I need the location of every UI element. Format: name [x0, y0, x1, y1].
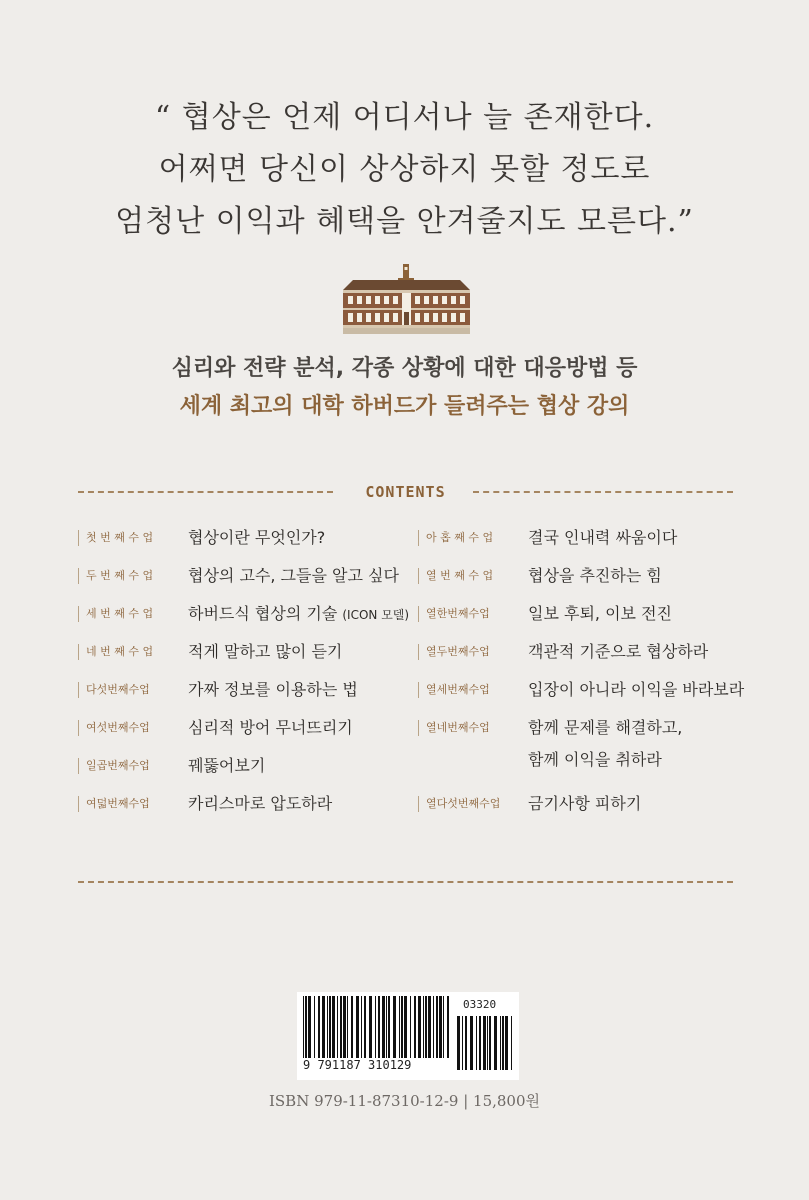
barcode-bar	[332, 996, 335, 1058]
barcode-bar	[340, 996, 342, 1058]
lesson-tag: 세 번 째 수 업	[78, 606, 170, 622]
barcode-bar	[479, 1016, 481, 1070]
barcode-bar	[401, 996, 403, 1058]
lesson-title: 협상이란 무엇인가?	[188, 528, 326, 547]
barcode-bar	[399, 996, 400, 1058]
lesson-tag: 일곱번째수업	[78, 758, 170, 774]
divider-right	[473, 491, 733, 493]
lesson-tag: 열한번째수업	[418, 606, 510, 622]
barcode-bar	[404, 996, 407, 1058]
barcode-bar	[369, 996, 372, 1058]
lesson-tag: 열두번째수업	[418, 644, 510, 660]
tagline	[0, 350, 809, 426]
lesson-title: 협상을 추진하는 힘	[528, 566, 662, 585]
barcode-bar	[308, 996, 311, 1058]
barcode-bar	[443, 996, 444, 1058]
barcode-bar	[414, 996, 416, 1058]
barcode-bar	[364, 996, 366, 1058]
barcode-bar	[322, 996, 325, 1058]
barcode-bar	[378, 996, 380, 1058]
barcode-bar	[356, 996, 359, 1058]
barcode-bar	[314, 996, 315, 1058]
lesson-tag: 첫 번 째 수 업	[78, 530, 170, 546]
barcode-bar	[318, 996, 320, 1058]
barcode-bar	[393, 996, 396, 1058]
lesson-title: 심리적 방어 무너뜨리기	[188, 718, 353, 737]
tagline-line-1: 심리와 전략 분석, 각종 상황에 대한 대응방법 등	[171, 356, 638, 381]
barcode-bar	[462, 1016, 463, 1070]
lesson-tag: 다섯번째수업	[78, 682, 170, 698]
barcode-bar	[483, 1016, 486, 1070]
lesson-title: 가짜 정보를 이용하는 법	[188, 680, 358, 699]
barcode-bar	[465, 1016, 467, 1070]
barcode-bars	[303, 996, 453, 1058]
barcode-bar	[303, 996, 304, 1058]
quote-line-1: “ 협상은 언제 어디서나 늘 존재한다.	[154, 100, 655, 135]
lesson-title: 적게 말하고 많이 듣기	[188, 642, 343, 661]
lesson-title	[528, 715, 682, 773]
barcode-bar	[489, 1016, 491, 1070]
lesson-title: 꿰뚫어보기	[188, 756, 266, 775]
barcode-bar	[470, 1016, 473, 1070]
lesson-title: 객관적 기준으로 협상하라	[528, 642, 709, 661]
barcode-bar	[487, 1016, 488, 1070]
barcode-bar	[410, 996, 411, 1058]
barcode-bar	[500, 1016, 501, 1070]
barcode-bar	[447, 996, 449, 1058]
barcode	[297, 992, 519, 1080]
barcode-bar	[386, 996, 387, 1058]
quote-line-3: 엄청난 이익과 혜택을 안겨줄지도 모른다.”	[115, 204, 694, 239]
lesson-title: 협상의 고수, 그들을 알고 싶다	[188, 566, 399, 585]
isbn-price: ISBN 979-11-87310-12-9 | 15,800원	[268, 1092, 541, 1110]
barcode-bar	[439, 996, 442, 1058]
barcode-bar	[502, 1016, 504, 1070]
lesson-tag: 열세번째수업	[418, 682, 510, 698]
bottom-divider	[78, 881, 733, 883]
lesson-tag: 아 홉 째 수 업	[418, 530, 510, 546]
barcode-bar	[337, 996, 338, 1058]
tagline-line-2: 세계 최고의 대학 하버드가 들려주는 협상 강의	[179, 394, 630, 419]
barcode-bar	[351, 996, 353, 1058]
contents-header	[78, 480, 733, 504]
lesson-title: 하버드식 협상의 기술	[188, 604, 338, 623]
lesson-tag: 열다섯번째수업	[418, 796, 510, 812]
lesson-title-line-2: 함께 이익을 취하라	[528, 750, 662, 769]
lesson-tag: 열 번 째 수 업	[418, 568, 510, 584]
lesson-title-line-1: 함께 문제를 해결하고,	[528, 718, 683, 737]
lesson-title: 입장이 아니라 이익을 바라보라	[528, 680, 745, 699]
barcode-addon-number: 03320	[463, 998, 497, 1011]
barcode-bar	[428, 996, 431, 1058]
lesson-title: 일보 후퇴, 이보 전진	[528, 604, 672, 623]
barcode-bar	[361, 996, 362, 1058]
lesson-title: 금기사항 피하기	[528, 794, 642, 813]
barcode-bar	[329, 996, 331, 1058]
lesson-title: 결국 인내력 싸움이다	[528, 528, 678, 547]
barcode-bar	[433, 996, 434, 1058]
barcode-bar	[423, 996, 424, 1058]
barcode-bar	[436, 996, 438, 1058]
barcode-main-number: 9 791187 310129	[303, 1058, 412, 1072]
barcode-bar	[476, 1016, 477, 1070]
barcode-bar	[327, 996, 328, 1058]
lesson-tag: 여섯번째수업	[78, 720, 170, 736]
barcode-bar	[457, 1016, 460, 1070]
barcode-bar	[375, 996, 376, 1058]
barcode-bar	[511, 1016, 512, 1070]
building-icon	[343, 262, 470, 334]
barcode-bar	[305, 996, 307, 1058]
lesson-title-note: (ICON 모델)	[342, 608, 410, 622]
barcode-bar	[418, 996, 421, 1058]
barcode-bar	[425, 996, 427, 1058]
lesson-tag: 열네번째수업	[418, 720, 510, 736]
quote-line-2: 어쩌면 당신이 상상하지 못할 정도로	[158, 152, 651, 187]
lesson-tag: 두 번 째 수 업	[78, 568, 170, 584]
barcode-bar	[347, 996, 348, 1058]
quote-block	[0, 92, 809, 248]
lesson-tag: 여덟번째수업	[78, 796, 170, 812]
barcode-bar	[505, 1016, 508, 1070]
barcode-bar	[494, 1016, 497, 1070]
contents-title: CONTENTS	[365, 483, 446, 501]
barcode-addon-bars	[457, 1016, 513, 1070]
lesson-title-wrapper	[188, 601, 409, 628]
lesson-title: 카리스마로 압도하라	[188, 794, 333, 813]
barcode-bar	[388, 996, 390, 1058]
barcode-bar	[382, 996, 385, 1058]
barcode-bar	[343, 996, 346, 1058]
lesson-tag: 네 번 째 수 업	[78, 644, 170, 660]
